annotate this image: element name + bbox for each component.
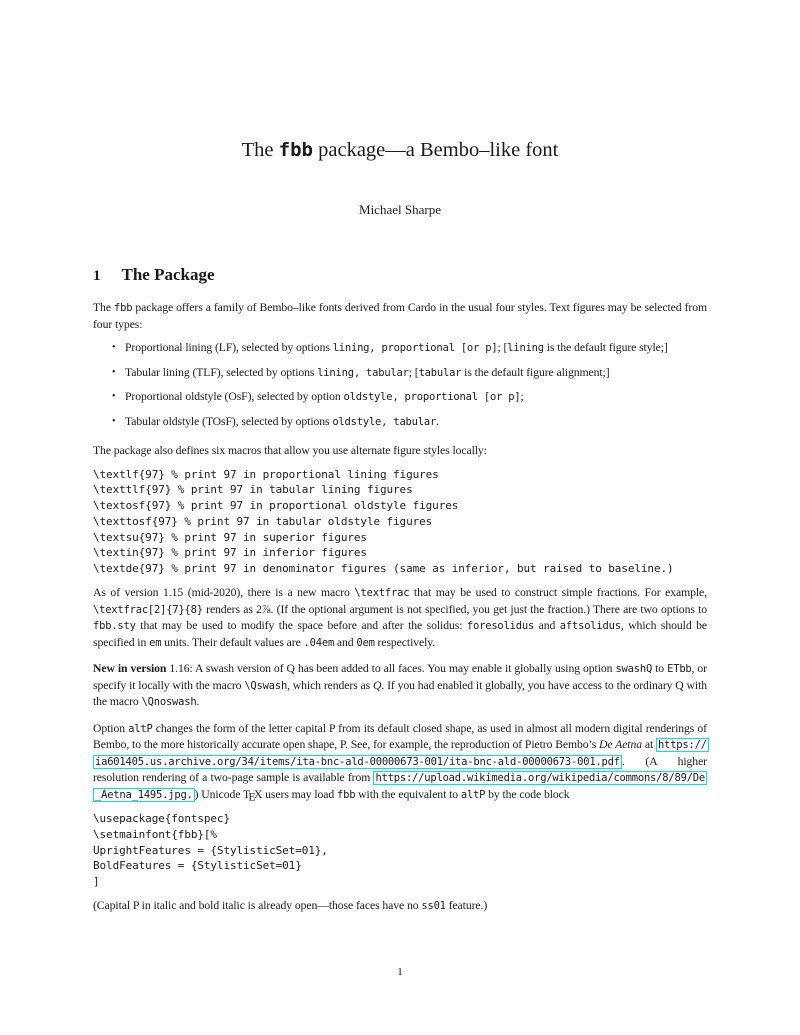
text-segment: As of version 1.15 (mid-2020), there is a new macro — [93, 586, 355, 600]
text-segment: and — [334, 635, 357, 649]
text-segment: changes the form of the letter capital P from its default closed shape, as used in almost all modern digital renderings of Bembo, to the more historically accurate open shape, P. See, for example, the reproduction of Pietro Bembo’s — [93, 721, 707, 752]
list-item — [93, 365, 707, 382]
text-segment: ) Unicode T — [194, 787, 251, 801]
code-line: UprightFeatures = {StylisticSet=01}, — [93, 843, 328, 857]
code-line: \textde{97} % print 97 in denominator figures (same as inferior, but raised to baseline.) — [93, 562, 674, 576]
text-segment: De Aetna — [599, 738, 643, 752]
text-segment: The package also defines six macros that allow you use alternate figure styles locally: — [93, 444, 487, 457]
text-segment: \textfrac — [354, 587, 410, 600]
text-segment: . (A higher resolution rendering of a two-page sample is available from — [93, 754, 707, 785]
text-segment: . — [196, 695, 200, 709]
text-segment: 1.16: A swash version of Q has been added to all faces. You may enable it globally using option — [166, 662, 616, 676]
code-line: ] — [93, 875, 100, 889]
text-segment: X users may load — [253, 787, 338, 801]
text-segment: lining, proportional [or p] — [332, 342, 498, 354]
text-segment: oldstyle, proportional [or p] — [343, 391, 521, 403]
text-segment: The — [241, 139, 279, 161]
text-segment: package—a Bembo–like font — [313, 139, 559, 161]
author-name: Michael Sharpe — [359, 202, 441, 217]
list-item — [93, 340, 707, 357]
text-segment: ; — [520, 390, 524, 403]
section-title: The Package — [121, 265, 215, 284]
hyperlink-url[interactable]: https://upload.wikimedia.org/wikipedia/commons/8/89/De_Aetna_1495.jpg. — [95, 772, 705, 801]
text-segment: package offers a family of Bembo–like fonts derived from Cardo in the usual four styles. Text figures may be selected from four types: — [93, 301, 707, 331]
figure-type-list — [93, 340, 707, 430]
text-segment: and — [534, 619, 560, 633]
text-segment: . If you had enabled it globally, you have access to the ordinary Q with the macro — [93, 678, 707, 709]
text-segment: . — [436, 414, 439, 428]
list-item-text — [125, 389, 707, 406]
paragraph-textfrac — [93, 585, 707, 651]
text-segment: feature.) — [445, 899, 488, 913]
text-segment: \textfrac[2]{7}{8} — [93, 603, 203, 616]
code-line: \texttosf{97} % print 97 in tabular oldstyle figures — [93, 514, 433, 528]
section-heading — [93, 264, 707, 287]
text-segment: ; [ — [497, 341, 508, 354]
bullet-icon: • — [112, 366, 116, 378]
text-segment: with the equivalent to — [355, 787, 461, 801]
paragraph-macros-intro — [93, 443, 707, 459]
text-segment: (Capital P in italic and bold italic is already open—those faces have no — [93, 899, 422, 913]
text-segment: altP — [460, 788, 486, 801]
text-segment: is the default figure alignment;] — [461, 365, 610, 379]
code-line: \setmainfont{fbb}[% — [93, 827, 217, 841]
text-segment: ; [ — [408, 365, 419, 379]
text-segment: Q — [372, 678, 382, 692]
text-segment: tabular — [418, 366, 462, 379]
text-segment: aftsolidus — [559, 620, 621, 633]
text-segment: Tabular oldstyle (TOsF), selected by options — [125, 414, 333, 428]
bullet-icon: • — [112, 342, 116, 353]
text-segment: fbb.sty — [93, 620, 136, 633]
code-line: \texttlf{97} % print 97 in tabular lining figures — [93, 483, 413, 497]
paragraph-altp — [93, 721, 707, 804]
code-line: \textsu{97} % print 97 in superior figures — [93, 530, 367, 544]
bullet-icon: • — [112, 391, 116, 402]
text-segment: lining, tabular — [317, 366, 409, 379]
page-number: 1 — [397, 966, 403, 978]
paragraph-capital-p-note — [93, 898, 707, 915]
paragraph-swash-q — [93, 661, 707, 711]
text-segment: Proportional lining (LF), selected by options — [125, 341, 333, 354]
text-segment: ETbb — [667, 663, 692, 676]
paragraph-package-intro — [93, 300, 707, 332]
hyperlink-url[interactable]: https://ia601405.us.archive.org/34/items/ita-bnc-ald-00000673-001/ita-bnc-ald-00000673-001.pdf — [95, 739, 707, 768]
text-segment: fbb — [278, 139, 314, 161]
text-segment: that may be used to modify the space before and after the solidus: — [135, 619, 467, 633]
text-segment: New in version — [93, 662, 167, 676]
text-segment: Proportional oldstyle (OsF), selected by option — [125, 390, 344, 403]
list-item-text — [125, 414, 707, 431]
text-segment: The — [93, 301, 114, 314]
code-line: \usepackage{fontspec} — [93, 812, 230, 826]
code-block-fontspec — [93, 811, 707, 890]
text-segment: altP — [128, 722, 153, 735]
text-segment: is the default figure style;] — [543, 341, 668, 354]
text-segment: fbb — [337, 788, 356, 801]
text-segment: respectively. — [374, 635, 436, 649]
text-segment: em — [149, 636, 162, 649]
code-line: BoldFeatures = {StylisticSet=01} — [93, 859, 302, 873]
text-segment: 0em — [356, 636, 375, 649]
list-item-text — [125, 340, 707, 357]
text-segment: , which renders as — [287, 678, 373, 692]
text-segment: \Qswash — [244, 679, 288, 692]
text-segment: oldstyle, tabular — [332, 415, 437, 428]
code-line: \textosf{97} % print 97 in proportional oldstyle figures — [93, 499, 459, 513]
text-segment: lining — [507, 342, 544, 354]
text-segment: renders as 2⅞. (If the optional argument is not specified, you get just the fraction.) There are two options to — [202, 602, 707, 616]
list-item — [93, 414, 707, 431]
text-segment: that may be used to construct simple fractions. For example, — [409, 586, 707, 600]
bullet-icon: • — [112, 415, 116, 427]
text-segment: units. Their default values are — [161, 635, 304, 649]
text-segment: , which should be specified in — [93, 619, 707, 649]
text-segment: E — [248, 790, 256, 804]
text-segment: by the code block — [485, 787, 570, 801]
section-number: 1 — [93, 268, 101, 284]
document-title — [93, 0, 707, 162]
code-line: \textin{97} % print 97 in inferior figures — [93, 546, 367, 560]
text-segment: foresolidus — [466, 620, 535, 633]
list-item-text — [125, 365, 707, 382]
text-segment: swashQ — [615, 663, 653, 676]
text-segment: , or specify it locally with the macro — [93, 662, 707, 692]
text-segment: ss01 — [421, 900, 446, 913]
code-line: \textlf{97} % print 97 in proportional lining figures — [93, 467, 439, 481]
text-segment: to — [652, 662, 668, 676]
list-item — [93, 389, 707, 406]
text-segment: fbb — [113, 302, 133, 314]
text-segment: .04em — [303, 636, 335, 649]
text-segment: at — [642, 738, 656, 752]
code-block-figure-macros — [93, 467, 707, 578]
text-segment: \Qnoswash — [141, 696, 197, 709]
text-segment: Tabular lining (TLF), selected by options — [125, 365, 318, 379]
text-segment: Option — [93, 721, 129, 735]
